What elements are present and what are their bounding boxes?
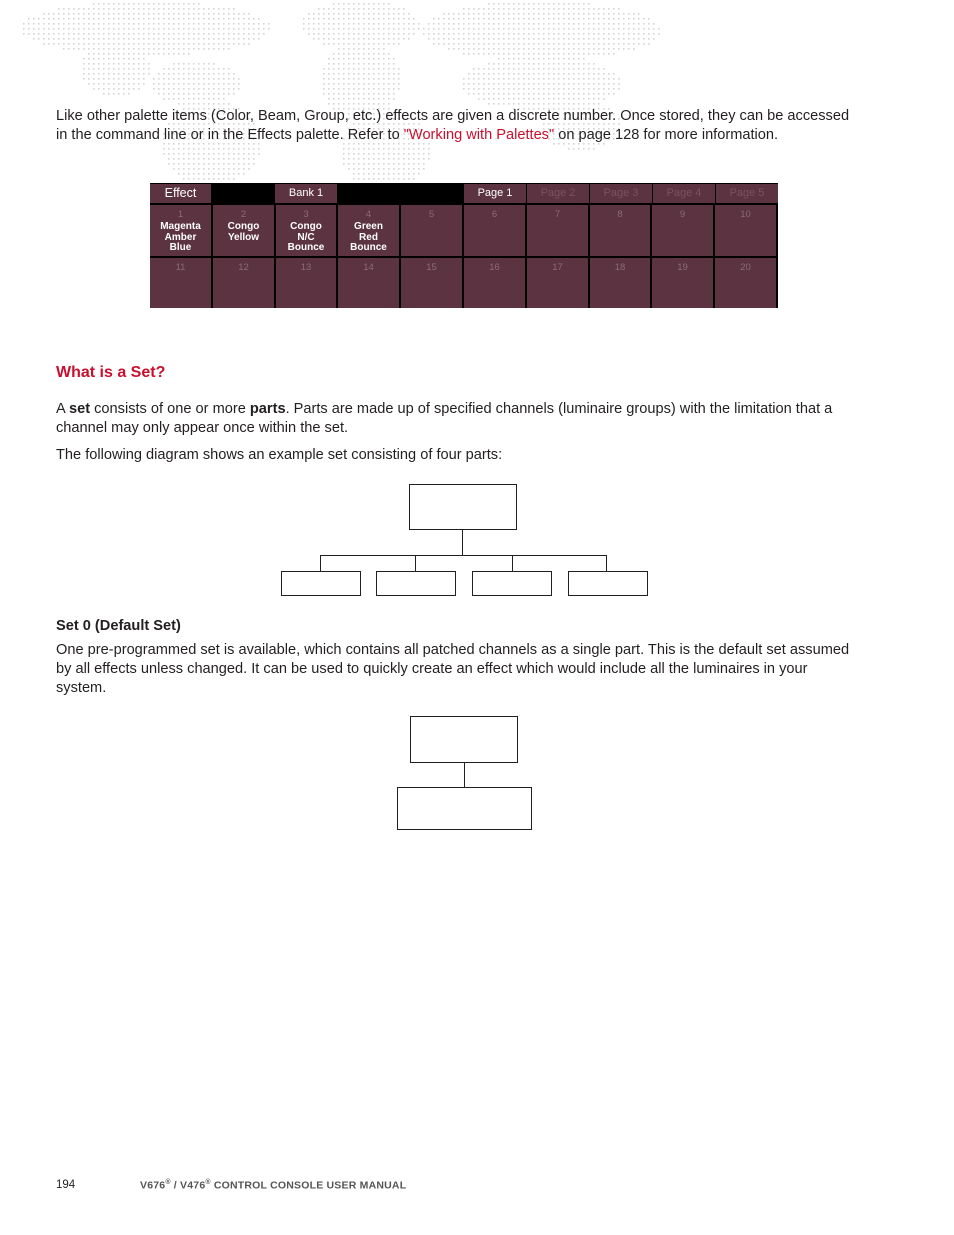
cell-number: 2: [240, 209, 247, 220]
effect-slot-12[interactable]: [213, 258, 274, 308]
part-box: [281, 571, 361, 596]
connector-line: [320, 555, 607, 556]
page-tab-1[interactable]: Page 1: [464, 184, 526, 203]
cell-number: 1: [177, 209, 184, 220]
effect-slot-5[interactable]: [401, 205, 462, 256]
effect-slot-18[interactable]: [590, 258, 650, 308]
cell-label: Congo Yellow: [227, 221, 260, 243]
cell-number: 14: [363, 262, 374, 273]
connector-line: [320, 555, 321, 572]
cell-number: 3: [303, 209, 309, 220]
set-definition-paragraph: A set consists of one or more parts. Parts are made up of specified channels (luminaire groups) with the limitation that a channel may only appear once within the set.: [56, 401, 833, 436]
cell-label: Magenta Amber Blue: [160, 221, 201, 253]
page-tab-2[interactable]: Page 2: [527, 184, 589, 203]
connector-line: [462, 530, 463, 555]
effect-slot-6[interactable]: [464, 205, 525, 256]
effect-slot-16[interactable]: [464, 258, 525, 308]
effect-slot-13[interactable]: [276, 258, 336, 308]
page-tab-4[interactable]: Page 4: [653, 184, 715, 203]
cell-number: 20: [740, 262, 751, 273]
cell-number: 8: [617, 209, 623, 220]
part-box: [472, 571, 552, 596]
connector-line: [415, 555, 416, 572]
diagram-intro-paragraph: The following diagram shows an example set consisting of four parts:: [56, 447, 503, 463]
cell-number: 4: [365, 209, 372, 220]
set-box: [409, 484, 517, 530]
part-box: [376, 571, 456, 596]
world-map-watermark: [0, 0, 954, 190]
default-set-subheading: Set 0 (Default Set): [56, 618, 181, 634]
effect-slot-11[interactable]: [150, 258, 211, 308]
manual-title: V676® / V476® CONTROL CONSOLE USER MANUAL: [140, 1179, 407, 1192]
cell-number: 7: [554, 209, 561, 220]
cell-number: 9: [679, 209, 686, 220]
effect-tab: Effect: [150, 184, 211, 203]
effect-slot-1[interactable]: [150, 205, 211, 256]
effect-slot-20[interactable]: [715, 258, 776, 308]
cell-number: 13: [300, 262, 312, 273]
connector-line: [464, 763, 465, 787]
cell-number: 17: [552, 262, 563, 273]
connector-line: [512, 555, 513, 572]
cell-number: 6: [491, 209, 498, 220]
map-dots: [23, 3, 660, 190]
cell-number: 11: [175, 262, 186, 273]
effect-slot-9[interactable]: [652, 205, 713, 256]
cell-number: 12: [238, 262, 249, 273]
effect-slot-7[interactable]: [527, 205, 588, 256]
effect-slot-3[interactable]: [276, 205, 336, 256]
cell-number: 15: [426, 262, 437, 273]
effect-slot-8[interactable]: [590, 205, 650, 256]
cell-number: 19: [677, 262, 688, 273]
set-box: [410, 716, 518, 763]
section-heading: What is a Set?: [56, 364, 166, 381]
bank-button[interactable]: Bank 1: [275, 184, 337, 203]
effect-slot-19[interactable]: [652, 258, 713, 308]
page-number: 194: [56, 1179, 76, 1191]
cell-number: 5: [428, 209, 435, 220]
effect-slot-15[interactable]: [401, 258, 462, 308]
effects-palette: [150, 183, 778, 308]
effect-slot-4[interactable]: [338, 205, 399, 256]
page-tab-5[interactable]: Page 5: [716, 184, 778, 203]
intro-paragraph: Like other palette items (Color, Beam, Group, etc.) effects are given a discrete number. Once stored, they can be accessed in the command line or in the Effects palette. Refer to "Working with Palettes" on page 128 for more information.: [56, 108, 850, 143]
effect-slot-17[interactable]: [527, 258, 588, 308]
cell-label: Green Red Bounce: [350, 221, 387, 253]
part-box: [568, 571, 648, 596]
effect-slot-10[interactable]: [715, 205, 776, 256]
effect-slot-2[interactable]: [213, 205, 274, 256]
part-box: [397, 787, 532, 830]
default-set-paragraph: One pre-programmed set is available, which contains all patched channels as a single part. This is the default set assumed by all effects unless changed. It can be used to quickly create an effect which would include all the luminaires in your system.: [56, 642, 850, 696]
cell-number: 16: [489, 262, 500, 273]
cell-number: 10: [740, 209, 751, 220]
cell-number: 18: [614, 262, 626, 273]
connector-line: [606, 555, 607, 572]
working-with-palettes-link[interactable]: "Working with Palettes": [403, 127, 555, 143]
cell-label: Congo N/C Bounce: [287, 221, 325, 253]
page-tab-3[interactable]: Page 3: [590, 184, 652, 203]
effect-slot-14[interactable]: [338, 258, 399, 308]
